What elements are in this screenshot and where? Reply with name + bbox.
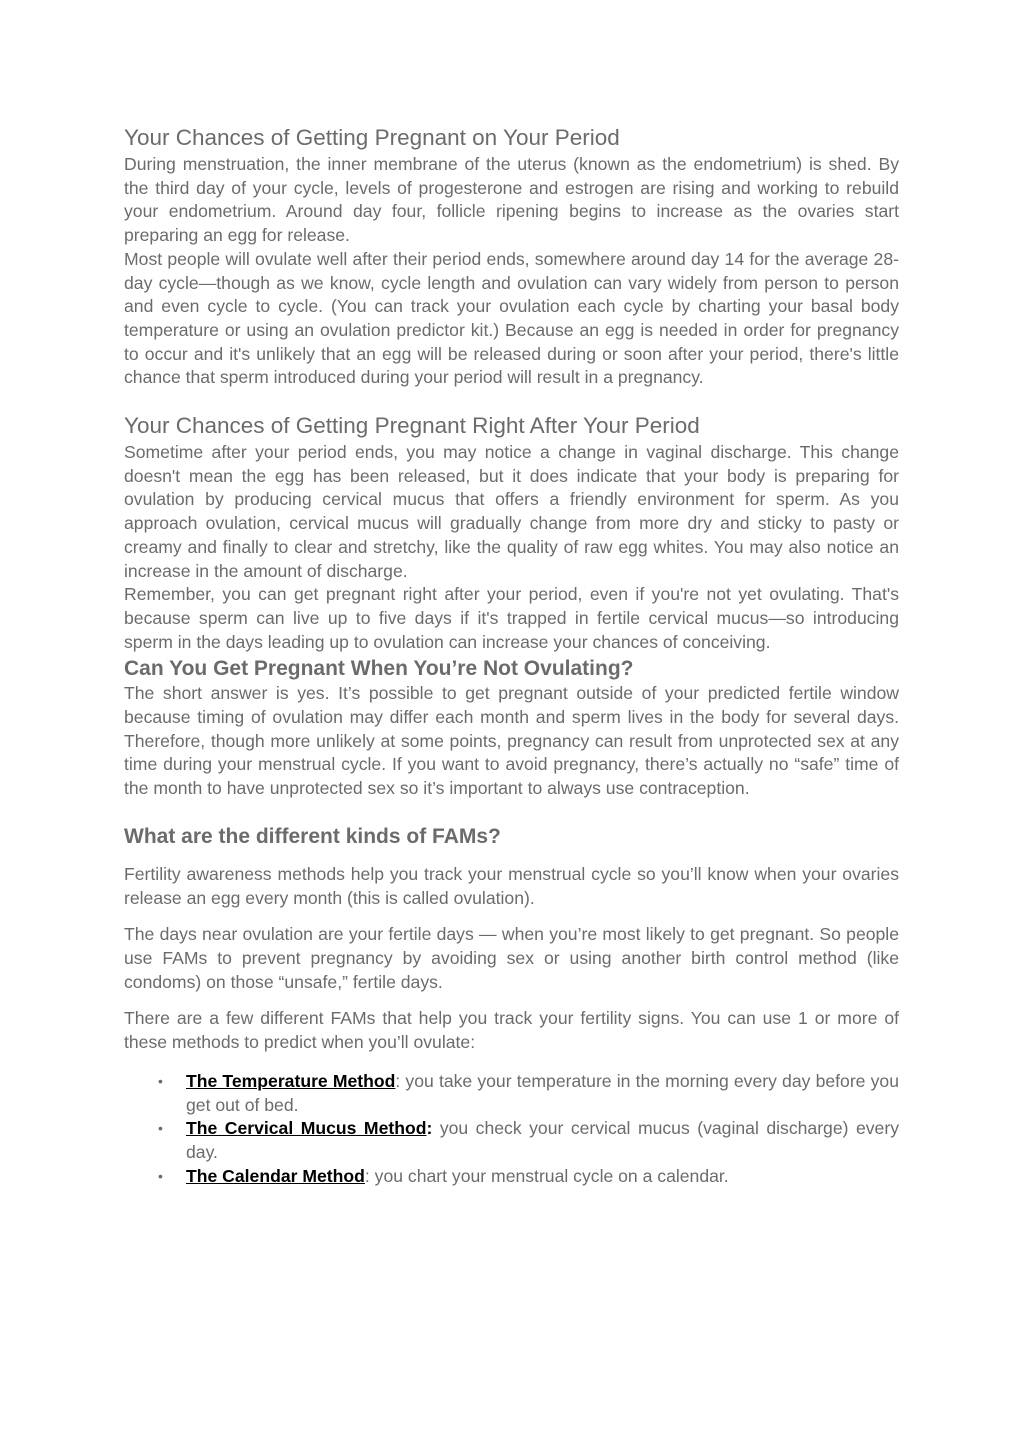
temperature-method-link[interactable]: The Temperature Method (186, 1070, 396, 1091)
list-item-calendar-method (158, 1165, 899, 1189)
paragraph-sperm-lifespan: Remember, you can get pregnant right after your period, even if you're not yet ovulating. That's because sperm can live up to five days if it's trapped in fertile cervical mucus—so introducing sperm in the days leading up to ovulation can increase your chances of conceiving. (124, 584, 899, 652)
fam-methods-list (124, 1070, 899, 1189)
method-description: you take your temperature in the morning every day before you get out of bed. (186, 1070, 899, 1115)
method-separator: : (426, 1118, 433, 1139)
bullet-icon: • (158, 1072, 163, 1089)
cervical-mucus-method-link[interactable]: The Cervical Mucus Method (186, 1118, 427, 1139)
paragraph-fam-intro: Fertility awareness methods help you track your menstrual cycle so you’ll know when your ovaries release an egg every month (this is called ovulation). (124, 863, 899, 908)
paragraph-ovulation-timing: Most people will ovulate well after their period ends, somewhere around day 14 for the average 28-day cycle—though as we know, cycle length and ovulation can vary widely from person to person and even cycle to cycle. (You can track your ovulation each cycle by charting your basal body temperature or using an ovulation predictor kit.) Because an egg is needed in order for pregnancy to occur and it's unlikely that an egg will be released during or soon after your period, there's little chance that sperm introduced during your period will result in a pregnancy. (124, 248, 899, 388)
section-heading-fams: What are the different kinds of FAMs? (124, 824, 501, 848)
bullet-icon: • (158, 1120, 163, 1137)
bullet-icon: • (158, 1167, 163, 1184)
paragraph-fam-types: There are a few different FAMs that help you track your fertility signs. You can use 1 or more of these methods to predict when you’ll ovulate: (124, 1008, 899, 1053)
paragraph-discharge: Sometime after your period ends, you may notice a change in vaginal discharge. This change doesn't mean the egg has been released, but it does indicate that your body is preparing for ovulation by producing cervical mucus that offers a friendly environment for sperm. As you approach ovulation, cervical mucus will gradually change from more dry and sticky to pasty or creamy and finally to clear and stretchy, like the quality of raw egg whites. You may also notice an increase in the amount of discharge. (124, 442, 899, 581)
list-item-temperature-method (158, 1070, 899, 1117)
section-heading-not-ovulating: Can You Get Pregnant When You’re Not Ovulating? (124, 657, 634, 681)
method-separator: : (364, 1165, 370, 1186)
paragraph-menstruation: During menstruation, the inner membrane of the uterus (known as the endometrium) is shed. By the third day of your cycle, levels of progesterone and estrogen are rising and working to rebuild your endometrium. Around day four, follicle ripening begins to increase as the ovaries start preparing an egg for release. (124, 154, 899, 246)
paragraph-short-answer: The short answer is yes. It’s possible to get pregnant outside of your predicted fertile window because timing of ovulation may differ each month and sperm lives in the body for several days. Therefore, though more unlikely at some points, pregnancy can result from unprotected sex at any time during your menstrual cycle. If you want to avoid pregnancy, there’s actually no “safe” time of the month to have unprotected sex so it’s important to always use contraception. (124, 683, 899, 799)
document-body (124, 123, 899, 1188)
section-heading-after-period: Your Chances of Getting Pregnant Right After Your Period (124, 413, 700, 439)
method-description: you check your cervical mucus (vaginal discharge) every day. (186, 1118, 899, 1162)
list-item-cervical-mucus-method (158, 1117, 899, 1164)
method-description: you chart your menstrual cycle on a calendar. (369, 1165, 729, 1186)
section-heading-period: Your Chances of Getting Pregnant on Your Period (124, 125, 620, 150)
calendar-method-link[interactable]: The Calendar Method (186, 1165, 365, 1186)
method-separator: : (395, 1070, 401, 1091)
paragraph-fertile-days: The days near ovulation are your fertile days — when you’re most likely to get pregnant. So people use FAMs to prevent pregnancy by avoiding sex or using another birth control method (like condoms) on those “unsafe,” fertile days. (124, 924, 899, 992)
